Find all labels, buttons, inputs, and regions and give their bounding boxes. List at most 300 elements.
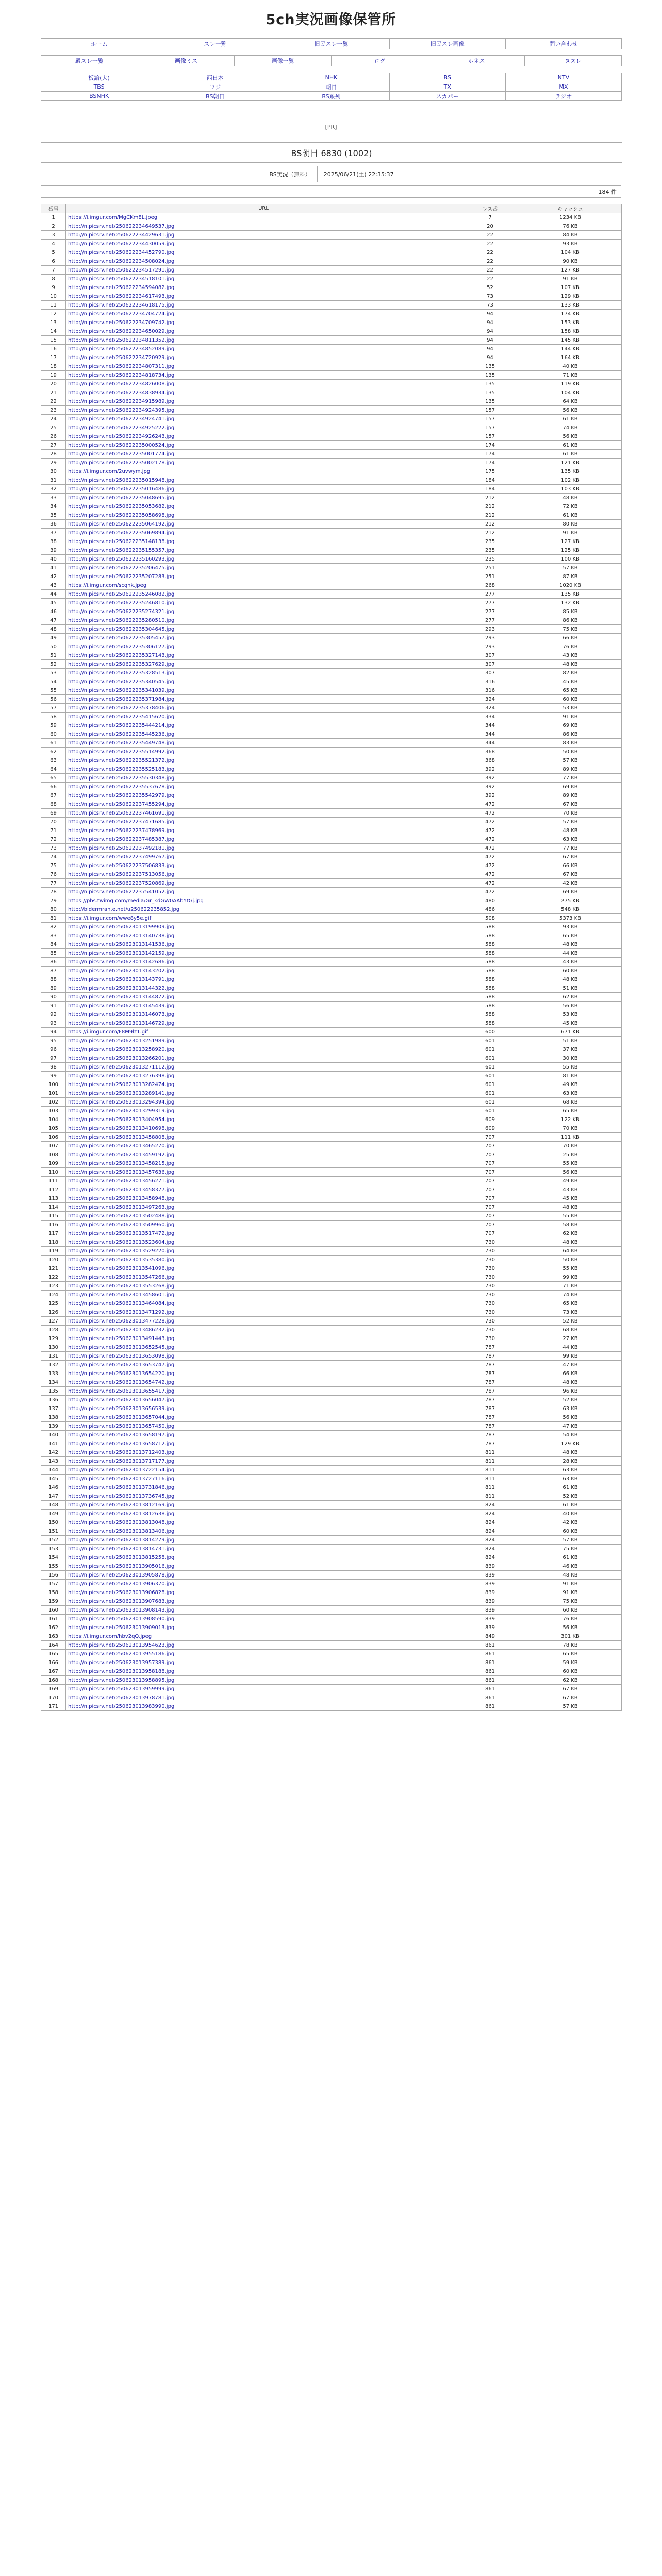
row-url-cell bbox=[66, 975, 461, 984]
channel-nav-link-12[interactable]: BS系列 bbox=[273, 92, 389, 101]
image-link[interactable]: http://n.picsrv.net/250622235415620.jpg bbox=[68, 714, 175, 720]
image-link[interactable]: http://n.picsrv.net/250623013653098.jpg bbox=[68, 1353, 175, 1359]
image-link[interactable]: http://n.picsrv.net/250623013199909.jpg bbox=[68, 924, 175, 930]
image-link[interactable]: http://n.picsrv.net/250623013655417.jpg bbox=[68, 1388, 175, 1394]
table-row bbox=[41, 1326, 622, 1334]
row-number: 63 bbox=[41, 756, 66, 765]
image-link[interactable]: http://n.picsrv.net/250622235015948.jpg bbox=[68, 477, 175, 483]
image-link[interactable]: http://n.picsrv.net/250623013717177.jpg bbox=[68, 1458, 175, 1464]
main-nav-link-2[interactable]: 旧民スレ一覧 bbox=[273, 39, 389, 49]
main-nav-link-0[interactable]: ホーム bbox=[41, 39, 157, 49]
image-link[interactable]: http://n.picsrv.net/250622234594082.jpg bbox=[68, 284, 175, 291]
image-link[interactable]: http://n.picsrv.net/250622234618175.jpg bbox=[68, 302, 175, 308]
image-link[interactable]: http://n.picsrv.net/250623013289141.jpg bbox=[68, 1090, 175, 1096]
image-link[interactable]: http://n.picsrv.net/250622234818734.jpg bbox=[68, 372, 175, 378]
image-link[interactable]: http://n.picsrv.net/250622237499767.jpg bbox=[68, 854, 175, 860]
image-link[interactable]: http://n.picsrv.net/250623013140738.jpg bbox=[68, 933, 175, 939]
table-row bbox=[41, 257, 622, 266]
image-link[interactable]: https://i.imgur.com/wwe8y5e.gif bbox=[68, 915, 152, 921]
image-link[interactable]: http://n.picsrv.net/250622234852089.jpg bbox=[68, 346, 175, 352]
table-row bbox=[41, 1282, 622, 1291]
row-cache-size: 51 KB bbox=[519, 984, 622, 993]
channel-nav-link-0[interactable]: 板論(大) bbox=[41, 73, 157, 82]
image-link[interactable]: http://n.picsrv.net/250622235160293.jpg bbox=[68, 556, 175, 562]
image-link[interactable]: http://n.picsrv.net/250622237513056.jpg bbox=[68, 871, 175, 877]
row-res-number: 307 bbox=[461, 669, 519, 677]
image-link[interactable]: http://n.picsrv.net/250622235206475.jpg bbox=[68, 565, 175, 571]
image-link[interactable]: http://n.picsrv.net/250623013722154.jpg bbox=[68, 1467, 175, 1473]
image-link[interactable]: http://n.picsrv.net/250623013471292.jpg bbox=[68, 1309, 175, 1315]
image-link[interactable]: http://n.picsrv.net/250623013258920.jpg bbox=[68, 1046, 175, 1053]
image-link[interactable]: http://n.picsrv.net/250623013553268.jpg bbox=[68, 1283, 175, 1289]
image-link[interactable]: http://n.picsrv.net/250622235328513.jpg bbox=[68, 670, 175, 676]
image-link[interactable]: http://n.picsrv.net/250622237471685.jpg bbox=[68, 819, 175, 825]
image-link[interactable]: http://n.picsrv.net/250623013906370.jpg bbox=[68, 1581, 175, 1587]
image-link[interactable]: http://n.picsrv.net/250623013143202.jpg bbox=[68, 968, 175, 974]
row-url-cell bbox=[66, 1510, 461, 1518]
image-link[interactable]: http://n.picsrv.net/250622234925222.jpg bbox=[68, 425, 175, 431]
row-cache-size: 58 KB bbox=[519, 1221, 622, 1229]
image-link[interactable]: http://n.picsrv.net/250623013547266.jpg bbox=[68, 1274, 175, 1280]
image-link[interactable]: http://n.picsrv.net/250623013657044.jpg bbox=[68, 1414, 175, 1420]
image-link[interactable]: http://n.picsrv.net/250623013657450.jpg bbox=[68, 1423, 175, 1429]
row-cache-size: 65 KB bbox=[519, 931, 622, 940]
image-link[interactable]: http://n.picsrv.net/250622235064192.jpg bbox=[68, 521, 175, 527]
image-link[interactable]: http://n.picsrv.net/250623013497263.jpg bbox=[68, 1204, 175, 1210]
image-link[interactable]: http://n.picsrv.net/250622234926243.jpg bbox=[68, 433, 175, 439]
row-res-number: 707 bbox=[461, 1203, 519, 1212]
image-link[interactable]: http://n.picsrv.net/250622235537678.jpg bbox=[68, 784, 175, 790]
row-url-cell bbox=[66, 572, 461, 581]
image-link[interactable]: http://n.picsrv.net/250623013813406.jpg bbox=[68, 1528, 175, 1534]
table-row bbox=[41, 660, 622, 669]
row-cache-size: 61 KB bbox=[519, 415, 622, 423]
channel-nav-link-10[interactable]: BSNHK bbox=[41, 92, 157, 101]
row-res-number: 392 bbox=[461, 783, 519, 791]
image-link[interactable]: http://n.picsrv.net/250623013954623.jpg bbox=[68, 1642, 175, 1648]
row-cache-size: 78 KB bbox=[519, 1641, 622, 1650]
image-link[interactable]: http://n.picsrv.net/250623013276398.jpg bbox=[68, 1073, 175, 1079]
sub-nav-link-4[interactable]: ホネス bbox=[428, 56, 525, 66]
table-row bbox=[41, 1308, 622, 1317]
table-row bbox=[41, 949, 622, 958]
row-number: 37 bbox=[41, 529, 66, 537]
image-link[interactable]: http://n.picsrv.net/250622234650029.jpg bbox=[68, 328, 175, 334]
image-link[interactable]: http://n.picsrv.net/250623013814279.jpg bbox=[68, 1537, 175, 1543]
row-res-number: 824 bbox=[461, 1518, 519, 1527]
image-link[interactable]: http://n.picsrv.net/250623013143791.jpg bbox=[68, 976, 175, 982]
row-url-cell bbox=[66, 485, 461, 494]
row-cache-size: 100 KB bbox=[519, 555, 622, 564]
row-url-cell bbox=[66, 283, 461, 292]
image-link[interactable]: http://n.picsrv.net/250623013654742.jpg bbox=[68, 1379, 175, 1385]
image-link[interactable]: http://n.picsrv.net/250622237485387.jpg bbox=[68, 836, 175, 842]
channel-nav-link-1[interactable]: 西日本 bbox=[157, 73, 273, 82]
image-link[interactable]: http://n.picsrv.net/250622235340545.jpg bbox=[68, 679, 175, 685]
image-link[interactable]: http://n.picsrv.net/250623013815258.jpg bbox=[68, 1554, 175, 1561]
row-res-number: 861 bbox=[461, 1650, 519, 1658]
image-link[interactable]: http://n.picsrv.net/250622235016486.jpg bbox=[68, 486, 175, 492]
image-link[interactable]: http://n.picsrv.net/250623013812169.jpg bbox=[68, 1502, 175, 1508]
image-link[interactable]: http://n.picsrv.net/250622235306127.jpg bbox=[68, 643, 175, 650]
image-link[interactable]: http://n.picsrv.net/250622234807311.jpg bbox=[68, 363, 175, 369]
image-link[interactable]: http://n.picsrv.net/250623013404954.jpg bbox=[68, 1116, 175, 1123]
sub-nav-link-0[interactable]: 殿スレ一覧 bbox=[41, 56, 138, 66]
row-url-cell bbox=[66, 1238, 461, 1247]
image-link[interactable]: http://n.picsrv.net/250623013459192.jpg bbox=[68, 1151, 175, 1158]
channel-nav-link-14[interactable]: ラジオ bbox=[506, 92, 622, 101]
channel-nav-link-8[interactable]: TX bbox=[390, 82, 506, 92]
image-link[interactable]: http://n.picsrv.net/250623013983990.jpg bbox=[68, 1703, 175, 1709]
sub-nav-link-1[interactable]: 画像ミス bbox=[138, 56, 235, 66]
image-link[interactable]: http://n.picsrv.net/250623013517472.jpg bbox=[68, 1230, 175, 1236]
image-link[interactable]: http://n.picsrv.net/250623013535380.jpg bbox=[68, 1257, 175, 1263]
row-number: 73 bbox=[41, 844, 66, 853]
row-number: 20 bbox=[41, 380, 66, 388]
image-link[interactable]: http://n.picsrv.net/250623013658197.jpg bbox=[68, 1432, 175, 1438]
table-row bbox=[41, 1571, 622, 1580]
image-link[interactable]: http://n.picsrv.net/250623013958188.jpg bbox=[68, 1668, 175, 1674]
channel-nav-link-6[interactable]: フジ bbox=[157, 82, 273, 92]
row-res-number: 472 bbox=[461, 818, 519, 826]
image-link[interactable]: http://n.picsrv.net/250623013908590.jpg bbox=[68, 1616, 175, 1622]
image-link[interactable]: http://n.picsrv.net/250623013251989.jpg bbox=[68, 1038, 175, 1044]
image-link[interactable]: http://n.picsrv.net/250622235155357.jpg bbox=[68, 547, 175, 553]
image-link[interactable]: http://n.picsrv.net/250623013486232.jpg bbox=[68, 1327, 175, 1333]
row-url-cell bbox=[66, 1545, 461, 1553]
row-res-number: 486 bbox=[461, 905, 519, 914]
table-row bbox=[41, 1028, 622, 1037]
row-res-number: 157 bbox=[461, 415, 519, 423]
image-link[interactable]: http://n.picsrv.net/250622234924395.jpg bbox=[68, 407, 175, 413]
image-link[interactable]: https://i.imgur.com/scqhk.jpeg bbox=[68, 582, 147, 588]
row-number: 24 bbox=[41, 415, 66, 423]
image-link[interactable]: http://n.picsrv.net/250623013464084.jpg bbox=[68, 1300, 175, 1307]
image-link[interactable]: http://n.picsrv.net/250622235542979.jpg bbox=[68, 792, 175, 799]
image-link[interactable]: http://n.picsrv.net/250623013458808.jpg bbox=[68, 1134, 175, 1140]
image-link[interactable]: http://n.picsrv.net/250622237520869.jpg bbox=[68, 880, 175, 886]
image-link[interactable]: http://n.picsrv.net/250622237478969.jpg bbox=[68, 827, 175, 834]
image-link[interactable]: http://n.picsrv.net/250623013410698.jpg bbox=[68, 1125, 175, 1131]
image-link[interactable]: http://n.picsrv.net/250622235341039.jpg bbox=[68, 687, 175, 693]
row-url-cell bbox=[66, 318, 461, 327]
row-url-cell bbox=[66, 1378, 461, 1387]
table-row bbox=[41, 677, 622, 686]
image-link[interactable]: http://n.picsrv.net/250622235514992.jpg bbox=[68, 749, 175, 755]
main-nav-link-4[interactable]: 問い合わせ bbox=[506, 39, 622, 49]
image-link[interactable]: http://n.picsrv.net/250623013477228.jpg bbox=[68, 1318, 175, 1324]
table-row bbox=[41, 1387, 622, 1396]
channel-nav-link-11[interactable]: BS朝日 bbox=[157, 92, 273, 101]
image-link[interactable]: http://n.picsrv.net/250622235246082.jpg bbox=[68, 591, 175, 597]
row-res-number: 787 bbox=[461, 1369, 519, 1378]
row-res-number: 824 bbox=[461, 1527, 519, 1536]
row-number: 118 bbox=[41, 1238, 66, 1247]
image-link[interactable]: http://n.picsrv.net/250623013142159.jpg bbox=[68, 950, 175, 956]
image-link[interactable]: http://n.picsrv.net/250622234838934.jpg bbox=[68, 389, 175, 396]
row-res-number: 251 bbox=[461, 572, 519, 581]
image-link[interactable]: http://n.picsrv.net/250623013654220.jpg bbox=[68, 1370, 175, 1377]
image-link[interactable]: http://n.picsrv.net/250623013652545.jpg bbox=[68, 1344, 175, 1350]
image-link[interactable]: http://n.picsrv.net/250622235521372.jpg bbox=[68, 757, 175, 764]
image-link[interactable]: http://n.picsrv.net/250622235305457.jpg bbox=[68, 635, 175, 641]
image-link[interactable]: http://n.picsrv.net/250623013145439.jpg bbox=[68, 1003, 175, 1009]
table-row bbox=[41, 686, 622, 695]
row-cache-size: 37 KB bbox=[519, 1045, 622, 1054]
image-link[interactable]: http://n.picsrv.net/250623013458948.jpg bbox=[68, 1195, 175, 1201]
image-link[interactable]: http://n.picsrv.net/250623013905878.jpg bbox=[68, 1572, 175, 1578]
image-link[interactable]: http://n.picsrv.net/250622235207283.jpg bbox=[68, 573, 175, 580]
row-number: 72 bbox=[41, 835, 66, 844]
row-number: 107 bbox=[41, 1142, 66, 1150]
image-link[interactable]: http://n.picsrv.net/250622235444214.jpg bbox=[68, 722, 175, 728]
image-link[interactable]: http://n.picsrv.net/250623013905016.jpg bbox=[68, 1563, 175, 1569]
image-link[interactable]: http://n.picsrv.net/250623013906828.jpg bbox=[68, 1589, 175, 1596]
row-res-number: 609 bbox=[461, 1124, 519, 1133]
row-res-number: 588 bbox=[461, 1002, 519, 1010]
image-link[interactable]: http://n.picsrv.net/250623013146729.jpg bbox=[68, 1020, 175, 1026]
sub-nav-link-2[interactable]: 画像一覧 bbox=[235, 56, 332, 66]
image-link[interactable]: http://n.picsrv.net/250623013146073.jpg bbox=[68, 1011, 175, 1018]
image-link[interactable]: http://n.picsrv.net/250623013814731.jpg bbox=[68, 1546, 175, 1552]
row-cache-size: 65 KB bbox=[519, 1650, 622, 1658]
image-link[interactable]: http://n.picsrv.net/250622235304645.jpg bbox=[68, 626, 175, 632]
image-link[interactable]: http://n.picsrv.net/250622235002178.jpg bbox=[68, 460, 175, 466]
image-link[interactable]: https://i.imgur.com/F8M9lz1.gif bbox=[68, 1029, 148, 1035]
image-link[interactable]: http://n.picsrv.net/250622234709742.jpg bbox=[68, 319, 175, 326]
row-url-cell bbox=[66, 940, 461, 949]
image-link[interactable]: http://n.picsrv.net/250622235327629.jpg bbox=[68, 661, 175, 667]
image-link[interactable]: http://n.picsrv.net/250622235246810.jpg bbox=[68, 600, 175, 606]
image-link[interactable]: http://n.picsrv.net/250623013908143.jpg bbox=[68, 1607, 175, 1613]
image-link[interactable]: http://n.picsrv.net/250622234430059.jpg bbox=[68, 241, 175, 247]
image-link[interactable]: http://n.picsrv.net/250622237541052.jpg bbox=[68, 889, 175, 895]
image-link[interactable]: http://n.picsrv.net/250623013812638.jpg bbox=[68, 1511, 175, 1517]
image-link[interactable]: http://n.picsrv.net/250622235048695.jpg bbox=[68, 495, 175, 501]
image-link[interactable]: http://n.picsrv.net/250622234517291.jpg bbox=[68, 267, 175, 273]
image-link[interactable]: http://n.picsrv.net/250623013142686.jpg bbox=[68, 959, 175, 965]
row-url-cell bbox=[66, 1466, 461, 1475]
image-link[interactable]: http://n.picsrv.net/250622234508024.jpg bbox=[68, 258, 175, 264]
image-link[interactable]: http://n.picsrv.net/250622237455294.jpg bbox=[68, 801, 175, 807]
image-link[interactable]: http://n.picsrv.net/250622235449748.jpg bbox=[68, 740, 175, 746]
row-cache-size: 56 KB bbox=[519, 1413, 622, 1422]
image-link[interactable]: http://n.picsrv.net/250623013502488.jpg bbox=[68, 1213, 175, 1219]
table-row bbox=[41, 1510, 622, 1518]
image-link[interactable]: http://n.picsrv.net/250623013653747.jpg bbox=[68, 1362, 175, 1368]
row-res-number: 839 bbox=[461, 1606, 519, 1615]
row-number: 152 bbox=[41, 1536, 66, 1545]
table-row bbox=[41, 1063, 622, 1072]
channel-nav-link-9[interactable]: MX bbox=[506, 82, 622, 92]
image-link[interactable]: http://n.picsrv.net/250622234429631.jpg bbox=[68, 232, 175, 238]
image-link[interactable]: http://n.picsrv.net/250622235000524.jpg bbox=[68, 442, 175, 448]
image-link[interactable]: http://n.picsrv.net/250622234452790.jpg bbox=[68, 249, 175, 256]
channel-nav-link-13[interactable]: スカパー bbox=[390, 92, 506, 101]
row-number: 71 bbox=[41, 826, 66, 835]
image-link[interactable]: http://n.picsrv.net/250623013727116.jpg bbox=[68, 1476, 175, 1482]
table-row bbox=[41, 1667, 622, 1676]
image-link[interactable]: http://n.picsrv.net/250623013959999.jpg bbox=[68, 1686, 175, 1692]
image-link[interactable]: http://n.picsrv.net/250622234617493.jpg bbox=[68, 293, 175, 299]
channel-nav-link-5[interactable]: TBS bbox=[41, 82, 157, 92]
row-number: 16 bbox=[41, 345, 66, 353]
image-link[interactable]: http://n.picsrv.net/250622235445236.jpg bbox=[68, 731, 175, 737]
row-url-cell bbox=[66, 1361, 461, 1369]
image-link[interactable]: http://n.picsrv.net/250623013957389.jpg bbox=[68, 1659, 175, 1666]
row-res-number: 601 bbox=[461, 1063, 519, 1072]
table-row bbox=[41, 388, 622, 397]
sub-nav-link-3[interactable]: ログ bbox=[332, 56, 428, 66]
row-url-cell bbox=[66, 1299, 461, 1308]
image-link[interactable]: https://i.imgur.com/hbv2qQ.jpeg bbox=[68, 1633, 152, 1639]
image-link[interactable]: http://n.picsrv.net/250623013736745.jpg bbox=[68, 1493, 175, 1499]
image-link[interactable]: http://n.picsrv.net/250623013141536.jpg bbox=[68, 941, 175, 947]
image-link[interactable]: http://n.picsrv.net/250623013294394.jpg bbox=[68, 1099, 175, 1105]
image-link[interactable]: https://pbs.twimg.com/media/Gr_kdGW0AAbYtGj.jpg bbox=[68, 897, 204, 904]
image-link[interactable]: http://n.picsrv.net/250622235053682.jpg bbox=[68, 503, 175, 510]
image-link[interactable]: https://i.imgur.com/2uvwym.jpg bbox=[68, 468, 151, 474]
image-link[interactable]: http://n.picsrv.net/250623013465270.jpg bbox=[68, 1143, 175, 1149]
image-link[interactable]: http://n.picsrv.net/250623013656047.jpg bbox=[68, 1397, 175, 1403]
channel-nav-link-3[interactable]: BS bbox=[390, 73, 506, 82]
row-url-cell bbox=[66, 1588, 461, 1597]
row-res-number: 861 bbox=[461, 1702, 519, 1711]
sub-nav-link-5[interactable]: ヌスレ bbox=[525, 56, 622, 66]
image-link[interactable]: http://n.picsrv.net/250623013458377.jpg bbox=[68, 1187, 175, 1193]
image-link[interactable]: http://n.picsrv.net/250623013958895.jpg bbox=[68, 1677, 175, 1683]
image-link[interactable]: http://n.picsrv.net/250623013813048.jpg bbox=[68, 1519, 175, 1526]
image-link[interactable]: http://n.picsrv.net/250622235058698.jpg bbox=[68, 512, 175, 518]
image-link[interactable]: http://n.picsrv.net/250623013907683.jpg bbox=[68, 1598, 175, 1604]
row-res-number: 730 bbox=[461, 1299, 519, 1308]
image-link[interactable]: http://n.picsrv.net/250623013658712.jpg bbox=[68, 1440, 175, 1447]
row-res-number: 730 bbox=[461, 1326, 519, 1334]
image-link[interactable]: http://n.picsrv.net/250622237461691.jpg bbox=[68, 810, 175, 816]
image-link[interactable]: http://n.picsrv.net/250622234924741.jpg bbox=[68, 416, 175, 422]
image-link[interactable]: http://n.picsrv.net/250623013299319.jpg bbox=[68, 1108, 175, 1114]
image-link[interactable]: http://n.picsrv.net/250622235525183.jpg bbox=[68, 766, 175, 772]
image-link[interactable]: http://n.picsrv.net/250623013491443.jpg bbox=[68, 1335, 175, 1342]
image-link[interactable]: http://n.picsrv.net/250623013282474.jpg bbox=[68, 1081, 175, 1088]
table-row bbox=[41, 1518, 622, 1527]
main-nav-link-3[interactable]: 旧民スレ画像 bbox=[390, 39, 506, 49]
image-link[interactable]: http://n.picsrv.net/250622235274321.jpg bbox=[68, 608, 175, 615]
row-cache-size: 144 KB bbox=[519, 345, 622, 353]
image-link[interactable]: http://n.picsrv.net/250623013457636.jpg bbox=[68, 1169, 175, 1175]
image-link[interactable]: https://i.imgur.com/MgCKm8L.jpeg bbox=[68, 214, 158, 221]
image-link[interactable]: http://n.picsrv.net/250622235280510.jpg bbox=[68, 617, 175, 623]
image-link[interactable]: http://n.picsrv.net/250623013955186.jpg bbox=[68, 1651, 175, 1657]
image-link[interactable]: http://n.picsrv.net/250622234811352.jpg bbox=[68, 337, 175, 343]
image-link[interactable]: http://n.picsrv.net/250623013144322.jpg bbox=[68, 985, 175, 991]
image-link[interactable]: http://n.picsrv.net/250622235378406.jpg bbox=[68, 705, 175, 711]
row-cache-size: 104 KB bbox=[519, 388, 622, 397]
image-link[interactable]: http://n.picsrv.net/250622237492181.jpg bbox=[68, 845, 175, 851]
image-link[interactable]: http://n.picsrv.net/250622234518101.jpg bbox=[68, 276, 175, 282]
image-link[interactable]: http://n.picsrv.net/250622234720929.jpg bbox=[68, 354, 175, 361]
row-cache-size: 135 KB bbox=[519, 590, 622, 599]
table-row bbox=[41, 529, 622, 537]
row-res-number: 392 bbox=[461, 791, 519, 800]
row-number: 56 bbox=[41, 695, 66, 704]
image-link[interactable]: http://n.picsrv.net/250622237506833.jpg bbox=[68, 862, 175, 869]
image-link[interactable]: http://n.picsrv.net/250623013656539.jpg bbox=[68, 1405, 175, 1412]
row-url-cell bbox=[66, 423, 461, 432]
table-body bbox=[41, 213, 622, 1711]
row-number: 122 bbox=[41, 1273, 66, 1282]
image-link[interactable]: http://n.picsrv.net/250623013271112.jpg bbox=[68, 1064, 175, 1070]
image-link[interactable]: http://n.picsrv.net/250623013731846.jpg bbox=[68, 1484, 175, 1490]
image-link[interactable]: http://n.picsrv.net/250623013458215.jpg bbox=[68, 1160, 175, 1166]
row-url-cell bbox=[66, 231, 461, 240]
image-link[interactable]: http://n.picsrv.net/250623013509960.jpg bbox=[68, 1222, 175, 1228]
row-cache-size: 125 KB bbox=[519, 546, 622, 555]
channel-nav-link-2[interactable]: NHK bbox=[273, 73, 389, 82]
image-link[interactable]: http://n.picsrv.net/250623013266201.jpg bbox=[68, 1055, 175, 1061]
row-cache-size: 5373 KB bbox=[519, 914, 622, 923]
image-link[interactable]: http://n.picsrv.net/250623013144872.jpg bbox=[68, 994, 175, 1000]
table-row bbox=[41, 1396, 622, 1404]
row-cache-size: 66 KB bbox=[519, 634, 622, 642]
row-number: 115 bbox=[41, 1212, 66, 1221]
row-cache-size: 48 KB bbox=[519, 1238, 622, 1247]
channel-nav-link-4[interactable]: NTV bbox=[506, 73, 622, 82]
row-res-number: 174 bbox=[461, 459, 519, 467]
image-link[interactable]: http://n.picsrv.net/250622235327143.jpg bbox=[68, 652, 175, 658]
image-link[interactable]: http://n.picsrv.net/250622235001774.jpg bbox=[68, 451, 175, 457]
row-res-number: 175 bbox=[461, 467, 519, 476]
row-res-number: 94 bbox=[461, 318, 519, 327]
row-url-cell bbox=[66, 529, 461, 537]
channel-nav-link-7[interactable]: 朝日 bbox=[273, 82, 389, 92]
row-cache-size: 49 KB bbox=[519, 1177, 622, 1185]
image-link[interactable]: http://n.picsrv.net/250623013458601.jpg bbox=[68, 1292, 175, 1298]
row-res-number: 730 bbox=[461, 1308, 519, 1317]
image-link[interactable]: http://n.picsrv.net/250622235530348.jpg bbox=[68, 775, 175, 781]
image-link[interactable]: http://n.picsrv.net/250623013523604.jpg bbox=[68, 1239, 175, 1245]
image-link[interactable]: http://n.picsrv.net/250622234704724.jpg bbox=[68, 311, 175, 317]
row-url-cell bbox=[66, 1580, 461, 1588]
image-link[interactable]: http://n.picsrv.net/250622234915989.jpg bbox=[68, 398, 175, 404]
row-number: 85 bbox=[41, 949, 66, 958]
row-url-cell bbox=[66, 406, 461, 415]
row-res-number: 588 bbox=[461, 1019, 519, 1028]
image-link[interactable]: http://n.picsrv.net/250622234649537.jpg bbox=[68, 223, 175, 229]
image-link[interactable]: http://n.picsrv.net/250622234826008.jpg bbox=[68, 381, 175, 387]
image-link[interactable]: http://n.picsrv.net/250622235069894.jpg bbox=[68, 530, 175, 536]
image-link[interactable]: http://n.picsrv.net/250622235371984.jpg bbox=[68, 696, 175, 702]
image-link[interactable]: http://n.picsrv.net/250623013456271.jpg bbox=[68, 1178, 175, 1184]
row-res-number: 22 bbox=[461, 275, 519, 283]
row-url-cell bbox=[66, 564, 461, 572]
main-nav-link-1[interactable]: スレ一覧 bbox=[157, 39, 273, 49]
table-row bbox=[41, 546, 622, 555]
image-link[interactable]: http://bidermran.e.net/u250622235852.jpg bbox=[68, 906, 180, 912]
image-link[interactable]: http://n.picsrv.net/250623013529220.jpg bbox=[68, 1248, 175, 1254]
image-link[interactable]: http://n.picsrv.net/250623013909013.jpg bbox=[68, 1624, 175, 1631]
row-res-number: 707 bbox=[461, 1159, 519, 1168]
row-res-number: 849 bbox=[461, 1632, 519, 1641]
image-link[interactable]: http://n.picsrv.net/250622235148138.jpg bbox=[68, 538, 175, 545]
image-link[interactable]: http://n.picsrv.net/250623013978781.jpg bbox=[68, 1694, 175, 1701]
row-number: 38 bbox=[41, 537, 66, 546]
image-link[interactable]: http://n.picsrv.net/250623013712403.jpg bbox=[68, 1449, 175, 1455]
row-number: 64 bbox=[41, 765, 66, 774]
image-link[interactable]: http://n.picsrv.net/250623013541096.jpg bbox=[68, 1265, 175, 1272]
row-number: 128 bbox=[41, 1326, 66, 1334]
row-cache-size: 64 KB bbox=[519, 1247, 622, 1256]
